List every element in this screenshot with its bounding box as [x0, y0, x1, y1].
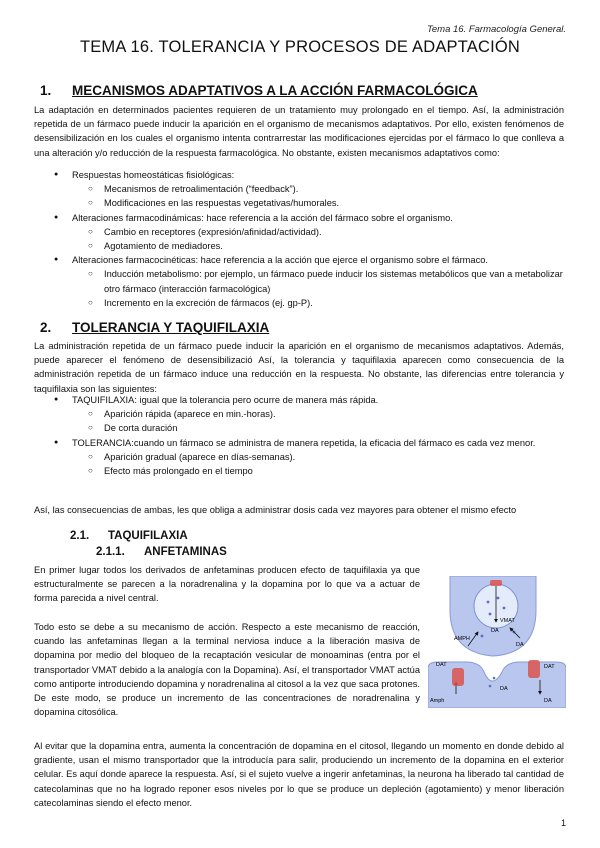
page-number: 1	[560, 818, 566, 828]
dat-transporter-left	[452, 668, 464, 686]
label-amph: AMPH	[454, 636, 470, 642]
section-1-heading	[40, 83, 478, 98]
list-item: ● TAQUIFILAXIA: igual que la tolerancia pero ocurre de manera más rápida.	[34, 393, 564, 407]
vmat-transporter	[490, 580, 502, 586]
list-subitem: ○ De corta duración	[34, 421, 564, 435]
list-item: ● Respuestas homeostáticas fisiológicas:	[34, 168, 564, 182]
label-da: DA	[516, 642, 524, 648]
amphetamine-paragraph-1: En primer lugar todos los derivados de anfetaminas producen efecto de taquifilaxia ya que estructuralmente se parecen a la noradrenalina y la dopamina por lo que va a actuar de forma parecida a nivel central.	[34, 565, 420, 604]
section-2-title: TOLERANCIA Y TAQUIFILAXIA	[72, 320, 270, 335]
section-2-conclusion: Así, las consecuencias de ambas, les que obliga a administrar dosis cada vez mayores para obtener el mismo efecto	[34, 505, 517, 515]
section-1-number: 1.	[40, 83, 52, 98]
label-da: DA	[491, 628, 499, 634]
subsection-2-1-title: TAQUIFILAXIA	[108, 530, 188, 542]
running-header: Tema 16. Farmacología General.	[426, 24, 566, 35]
page-title: TEMA 16. TOLERANCIA Y PROCESOS DE ADAPTACIÓN	[79, 38, 521, 56]
list-subitem: ○ Aparición rápida (aparece en min.-horas).	[34, 407, 564, 421]
section-2-intro: La administración repetida de un fármaco puede inducir la aparición en el organismo de mecanismos adaptativos. Además, puede aparecer el fenómeno de desensibilizació Así, la tolerancia y taquifilaxia aparecen como consecuencia de la administración repetida de un fármaco induce una reducción en la respuesta. No obstante, las diferencias entre tolerancia y taquifilaxia son las siguientes:	[34, 341, 564, 394]
list-item: ● Alteraciones farmacocinéticas: hace referencia a la acción que ejerce el organismo sobre el fármaco.	[34, 253, 564, 267]
label-da: DA	[500, 686, 508, 692]
label-vmat: VMAT	[500, 618, 515, 624]
label-amph: Amph	[430, 698, 445, 704]
label-dat: DAT	[436, 662, 447, 668]
list-subitem: ○ Aparición gradual (aparece en días-semanas).	[34, 450, 564, 464]
subsection-2-1-heading	[70, 530, 188, 542]
section-2-number: 2.	[40, 320, 52, 335]
amphetamine-paragraph-3: Al evitar que la dopamina entra, aumenta la concentración de dopamina en el citosol, llegando un momento en donde debido al gradiente, usan el mismo transportador que la introducía para salir, produciendo un incremento de la dopamina en el exterior celular. Es aquí donde aparece la respuesta. Así, si el sujeto vuelve a ingerir anfetaminas, la neurona ha liberado tal cantidad de catecolaminas que no ha logrado reponer esos niveles por lo que se produce un depleción (agotamiento) y menor liberación catecolaminas siendo el efecto menor.	[34, 741, 564, 808]
section-2-list	[34, 393, 564, 478]
list-subitem: ○ Modificaciones en las respuestas vegetativas/humorales.	[34, 196, 564, 210]
list-subitem: ○ Mecanismos de retroalimentación (“feedback”).	[34, 182, 564, 196]
amphetamine-paragraph-2: Todo esto se debe a su mecanismo de acción. Respecto a este mecanismo de reacción, cuando las anfetaminas llegan a la terminal nerviosa induce a la liberación masiva de dopamina por medio del bloqueo de la recaptación vesicular de monoaminas (entra por el transportador VMAT debido a la analogía con la Dopamina). Así, el transportador VMAT actúa como antiporte introduciendo dopamina y noradrenalina al citosol a la vez que saca protones. De este modo, se produce un incremento de las concentraciones de noradrenalina y dopamina citosólica.	[34, 622, 420, 718]
section-2-heading	[40, 320, 269, 335]
list-subitem: ○ Inducción metabolismo: por ejemplo, un fármaco puede inducir los sistemas metabólicos que van a metabolizar otro fármaco (interacción farmacológica)	[34, 267, 564, 295]
label-dat: DAT	[544, 664, 555, 670]
list-item: ● Alteraciones farmacodinámicas: hace referencia a la acción del fármaco sobre el organismo.	[34, 211, 564, 225]
list-subitem: ○ Cambio en receptores (expresión/afinidad/actividad).	[34, 225, 564, 239]
list-subitem: ○ Incremento en la excreción de fármacos (ej. gp-P).	[34, 296, 564, 310]
section-1-title: MECANISMOS ADAPTATIVOS A LA ACCIÓN FARMACOLÓGICA	[72, 83, 478, 98]
label-da: DA	[544, 698, 552, 704]
synapse-diagram	[428, 576, 566, 708]
list-item: ● TOLERANCIA:cuando un fármaco se administra de manera repetida, la eficacia del fármaco es cada vez menor.	[34, 436, 564, 450]
dat-transporter-right	[528, 660, 540, 678]
subsection-2-1-1-title: ANFETAMINAS	[144, 546, 227, 558]
section-1-intro: La adaptación en determinados pacientes requieren de un tratamiento muy prolongado en el tiempo. Así, la administración repetida de un fármaco puede inducir la aparición en el organismo de mecanismos adaptativos. Por ello, existen fenómenos de desensibilización en los cuales el organismo intenta contrarrestar las modificaciones ejercidas por el fármaco lo que conlleva a una alteración y/o reducción de la respuesta farmacológica. No obstante, existen mecanismos adaptativos como:	[34, 105, 564, 158]
subsection-2-1-1-number: 2.1.1.	[96, 546, 125, 558]
list-subitem: ○ Efecto más prolongado en el tiempo	[34, 464, 564, 478]
subsection-2-1-number: 2.1.	[70, 530, 90, 542]
list-subitem: ○ Agotamiento de mediadores.	[34, 239, 564, 253]
subsection-2-1-1-heading	[96, 546, 227, 558]
section-1-list	[34, 168, 564, 310]
